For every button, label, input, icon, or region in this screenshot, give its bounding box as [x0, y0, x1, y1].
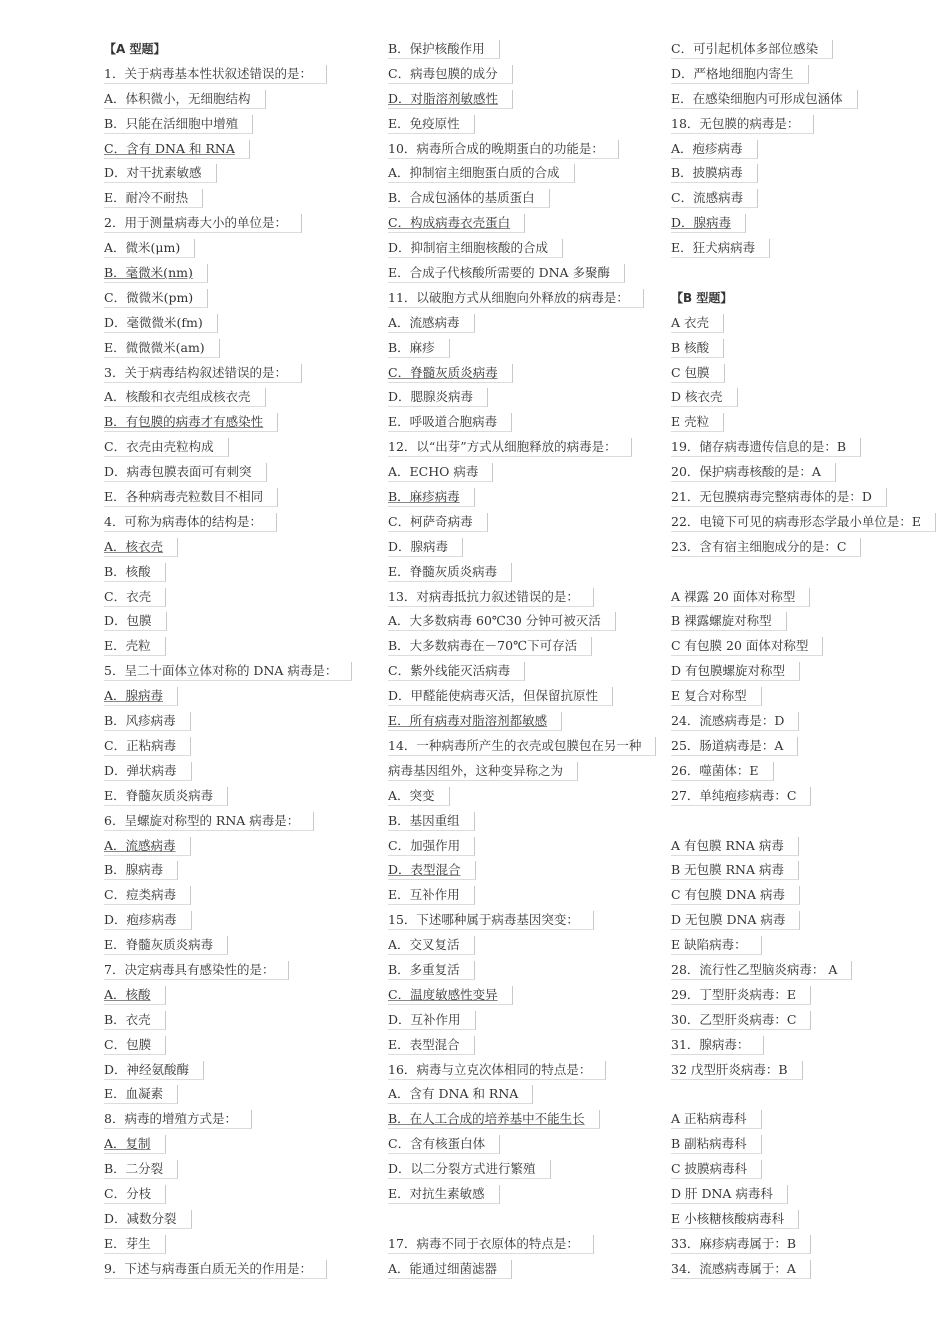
- line-text: A．核酸: [104, 986, 166, 1005]
- question-line: [104, 983, 374, 1008]
- line-text: 30．乙型肝炎病毒：C: [671, 1011, 811, 1030]
- line-text: E．对抗生素敏感: [388, 1185, 500, 1204]
- question-line: [388, 385, 658, 410]
- question-line: [388, 87, 658, 112]
- question-line: [104, 435, 374, 460]
- line-text: E．脊髓灰质炎病毒: [104, 936, 228, 955]
- question-line: [671, 1157, 941, 1182]
- question-line: [671, 585, 941, 610]
- line-text: C．柯萨奇病毒: [388, 513, 488, 532]
- line-text: A．核衣壳: [104, 538, 178, 557]
- question-line: [104, 1107, 374, 1132]
- question-line: [388, 62, 658, 87]
- question-line: [388, 535, 658, 560]
- question-line: [104, 1008, 374, 1033]
- question-line: [671, 784, 941, 809]
- line-text: 23．含有宿主细胞成分的是：C: [671, 538, 861, 557]
- question-line: [388, 560, 658, 585]
- question-line: [671, 510, 941, 535]
- question-line: [104, 535, 374, 560]
- line-text: A．流感病毒: [104, 837, 191, 856]
- column-3: [671, 37, 941, 1282]
- question-line: [104, 286, 374, 311]
- question-line: [388, 311, 658, 336]
- line-text: E．合成子代核酸所需要的 DNA 多聚酶: [388, 264, 625, 283]
- question-line: [388, 435, 658, 460]
- question-line: [671, 1107, 941, 1132]
- line-text: C．衣壳: [104, 588, 166, 607]
- question-line: [104, 834, 374, 859]
- line-text: 14．一种病毒所产生的衣壳或包膜包在另一种: [388, 737, 656, 756]
- line-text: 8．病毒的增殖方式是：: [104, 1110, 252, 1129]
- question-line: [388, 137, 658, 162]
- line-text: B．有包膜的病毒才有感染性: [104, 413, 278, 432]
- question-line: [388, 883, 658, 908]
- question-line: [104, 734, 374, 759]
- question-line: [671, 858, 941, 883]
- question-line: [388, 485, 658, 510]
- line-text: B．二分裂: [104, 1160, 178, 1179]
- question-line: [671, 410, 941, 435]
- line-text: E 缺陷病毒：: [671, 936, 762, 955]
- line-text: 31．腺病毒：: [671, 1036, 764, 1055]
- question-line: [671, 908, 941, 933]
- line-text: B．只能在活细胞中增殖: [104, 115, 253, 134]
- line-text: D．包膜: [104, 612, 167, 631]
- line-text: B．风疹病毒: [104, 712, 191, 731]
- question-line: [388, 609, 658, 634]
- line-text: 19．储存病毒遗传信息的是：B: [671, 438, 861, 457]
- line-text: 26．噬菌体：E: [671, 762, 774, 781]
- question-line: [388, 585, 658, 610]
- question-line: [671, 37, 941, 62]
- question-line: [671, 933, 941, 958]
- question-line: [671, 361, 941, 386]
- question-line: [104, 510, 374, 535]
- question-line: [388, 784, 658, 809]
- line-text: A．核酸和衣壳组成核衣壳: [104, 388, 266, 407]
- question-line: [388, 684, 658, 709]
- question-line: [104, 1207, 374, 1232]
- line-text: B．基因重组: [388, 812, 475, 831]
- line-text: D．病毒包膜表面可有刺突: [104, 463, 267, 482]
- question-line: [388, 1008, 658, 1033]
- question-line: [104, 161, 374, 186]
- question-line: [104, 560, 374, 585]
- line-text: A 衣壳: [671, 314, 724, 333]
- line-text: B．毫微米(nm): [104, 264, 208, 283]
- line-text: E 复合对称型: [671, 687, 762, 706]
- line-text: C．脊髓灰质炎病毒: [388, 364, 513, 383]
- question-line: [671, 1033, 941, 1058]
- question-line: [388, 983, 658, 1008]
- question-line: [104, 659, 374, 684]
- question-line: [671, 186, 941, 211]
- line-text: E．表型混合: [388, 1036, 475, 1055]
- question-line: [104, 1157, 374, 1182]
- line-text: 4．可称为病毒体的结构是：: [104, 513, 277, 532]
- line-text: C．病毒包膜的成分: [388, 65, 513, 84]
- section-heading: [671, 286, 941, 311]
- question-line: [388, 1132, 658, 1157]
- line-text: C．分枝: [104, 1185, 166, 1204]
- section-heading: [104, 37, 374, 62]
- line-text: C 披膜病毒科: [671, 1160, 762, 1179]
- question-line: [104, 137, 374, 162]
- line-text: 25．肠道病毒是：A: [671, 737, 798, 756]
- line-text: 13．对病毒抵抗力叙述错误的是：: [388, 588, 594, 607]
- question-line: [388, 236, 658, 261]
- line-text: E．免疫原性: [388, 115, 475, 134]
- question-line: [671, 1182, 941, 1207]
- line-text: A．能通过细菌滤器: [388, 1260, 512, 1279]
- question-line: [104, 311, 374, 336]
- line-text: C．紫外线能灭活病毒: [388, 662, 525, 681]
- question-line: [671, 1257, 941, 1282]
- line-text: C．含有核蛋白体: [388, 1135, 500, 1154]
- question-line: [671, 709, 941, 734]
- line-text: 16．病毒与立克次体相同的特点是：: [388, 1061, 606, 1080]
- question-line: [104, 858, 374, 883]
- line-text: A．复制: [104, 1135, 166, 1154]
- question-line: [104, 485, 374, 510]
- question-line: [671, 734, 941, 759]
- question-line: [671, 336, 941, 361]
- line-text: A．微米(μm): [104, 239, 195, 258]
- line-text: E 小核糖核酸病毒科: [671, 1210, 799, 1229]
- question-line: [104, 1058, 374, 1083]
- line-text: B．合成包涵体的基质蛋白: [388, 189, 550, 208]
- question-line: [104, 112, 374, 137]
- question-line: [104, 410, 374, 435]
- line-text: B．保护核酸作用: [388, 40, 500, 59]
- line-text: 34．流感病毒属于：A: [671, 1260, 811, 1279]
- line-text: A．抑制宿主细胞蛋白质的合成: [388, 164, 575, 183]
- line-text: B．核酸: [104, 563, 166, 582]
- question-line: [104, 87, 374, 112]
- question-line: [104, 908, 374, 933]
- question-line: [388, 161, 658, 186]
- line-text: B．在人工合成的培养基中不能生长: [388, 1110, 600, 1129]
- line-text: E．互补作用: [388, 886, 475, 905]
- question-line: [671, 983, 941, 1008]
- line-text: B 裸露螺旋对称型: [671, 612, 787, 631]
- question-line: [388, 510, 658, 535]
- question-line: [671, 211, 941, 236]
- line-text: C．微微米(pm): [104, 289, 208, 308]
- line-text: 28．流行性乙型脑炎病毒： A: [671, 961, 852, 980]
- question-line: [671, 137, 941, 162]
- question-line: [388, 336, 658, 361]
- question-line: [104, 958, 374, 983]
- question-line: [104, 236, 374, 261]
- question-line: [388, 1232, 658, 1257]
- line-text: E．脊髓灰质炎病毒: [104, 787, 228, 806]
- question-line: [388, 858, 658, 883]
- line-text: D．神经氨酸酶: [104, 1061, 204, 1080]
- line-text: B 无包膜 RNA 病毒: [671, 861, 799, 880]
- line-text: A．含有 DNA 和 RNA: [388, 1085, 533, 1104]
- line-text: 9．下述与病毒蛋白质无关的作用是：: [104, 1260, 327, 1279]
- question-line: [388, 709, 658, 734]
- question-line: [388, 958, 658, 983]
- line-text: 21．无包膜病毒完整病毒体的是：D: [671, 488, 887, 507]
- line-text: C．流感病毒: [671, 189, 758, 208]
- question-line: [104, 809, 374, 834]
- question-line: [104, 1033, 374, 1058]
- line-text: B．麻疹病毒: [388, 488, 475, 507]
- question-line: [388, 933, 658, 958]
- question-line: [671, 1232, 941, 1257]
- question-line: [671, 435, 941, 460]
- line-text: A 正粘病毒科: [671, 1110, 762, 1129]
- line-text: A．ECHO 病毒: [388, 463, 493, 482]
- line-text: C．痘类病毒: [104, 886, 191, 905]
- question-line: [671, 883, 941, 908]
- question-line: [671, 385, 941, 410]
- line-text: 18．无包膜的病毒是：: [671, 115, 814, 134]
- column-1: [104, 37, 374, 1282]
- line-text: C．含有 DNA 和 RNA: [104, 140, 250, 159]
- question-line: [104, 336, 374, 361]
- line-text: 10．病毒所合成的晚期蛋白的功能是：: [388, 140, 619, 159]
- question-line: [671, 1058, 941, 1083]
- question-line: [104, 361, 374, 386]
- question-line: [388, 659, 658, 684]
- question-line: [671, 112, 941, 137]
- line-text: A．体积微小，无细胞结构: [104, 90, 266, 109]
- line-text: E．耐冷不耐热: [104, 189, 203, 208]
- line-text: D．弹状病毒: [104, 762, 192, 781]
- question-line: [104, 385, 374, 410]
- line-text: E．呼吸道合胞病毒: [388, 413, 512, 432]
- question-line: [388, 1058, 658, 1083]
- line-text: C．加强作用: [388, 837, 475, 856]
- line-text: 1．关于病毒基本性状叙述错误的是：: [104, 65, 327, 84]
- line-text: 7．决定病毒具有感染性的是：: [104, 961, 289, 980]
- line-text: D．对干扰素敏感: [104, 164, 217, 183]
- line-text: 【B 型题】: [671, 290, 733, 305]
- line-text: 【A 型题】: [104, 42, 166, 56]
- line-text: C．可引起机体多部位感染: [671, 40, 833, 59]
- line-text: C 有包膜 DNA 病毒: [671, 886, 800, 905]
- line-text: 5．呈二十面体立体对称的 DNA 病毒是：: [104, 662, 352, 681]
- line-text: 12．以“出芽”方式从细胞释放的病毒是：: [388, 438, 632, 457]
- question-line: [104, 1132, 374, 1157]
- line-text: B．大多数病毒在－70℃下可存活: [388, 637, 592, 656]
- question-line: [388, 460, 658, 485]
- line-text: A．突变: [388, 787, 450, 806]
- line-text: B．披膜病毒: [671, 164, 758, 183]
- line-text: D．抑制宿主细胞核酸的合成: [388, 239, 563, 258]
- question-line: [671, 1008, 941, 1033]
- question-line: [671, 311, 941, 336]
- line-text: D．腮腺炎病毒: [388, 388, 488, 407]
- question-line: [671, 759, 941, 784]
- question-line: [388, 759, 658, 784]
- question-line: [104, 211, 374, 236]
- line-text: A．疱疹病毒: [671, 140, 758, 159]
- line-text: B．衣壳: [104, 1011, 166, 1030]
- line-text: 11．以破胞方式从细胞向外释放的病毒是：: [388, 289, 644, 308]
- question-line: [104, 684, 374, 709]
- line-text: E．血凝素: [104, 1085, 178, 1104]
- question-line: [671, 834, 941, 859]
- line-text: 3．关于病毒结构叙述错误的是：: [104, 364, 302, 383]
- line-text: D．腺病毒: [388, 538, 463, 557]
- line-text: 病毒基因组外，这种变异称之为: [388, 762, 578, 781]
- line-text: B 副粘病毒科: [671, 1135, 762, 1154]
- line-text: C．温度敏感性变异: [388, 986, 513, 1005]
- question-line: [388, 112, 658, 137]
- question-line: [671, 460, 941, 485]
- line-text: D．毫微微米(fm): [104, 314, 218, 333]
- line-text: C．包膜: [104, 1036, 166, 1055]
- question-line: [388, 1107, 658, 1132]
- column-2: [388, 37, 658, 1282]
- line-text: 2．用于测量病毒大小的单位是：: [104, 214, 302, 233]
- line-text: A 裸露 20 面体对称型: [671, 588, 810, 607]
- line-text: D．疱疹病毒: [104, 911, 192, 930]
- line-text: A．流感病毒: [388, 314, 475, 333]
- question-line: [388, 37, 658, 62]
- line-text: D．甲醛能使病毒灭活，但保留抗原性: [388, 687, 613, 706]
- line-text: E．各种病毒壳粒数目不相同: [104, 488, 278, 507]
- line-text: E．在感染细胞内可形成包涵体: [671, 90, 858, 109]
- question-line: [104, 1232, 374, 1257]
- question-line: [671, 958, 941, 983]
- question-line: [671, 634, 941, 659]
- question-line: [671, 684, 941, 709]
- line-text: B．腺病毒: [104, 861, 178, 880]
- line-text: A 有包膜 RNA 病毒: [671, 837, 799, 856]
- line-text: 27．单纯疱疹病毒：C: [671, 787, 811, 806]
- question-line: [671, 161, 941, 186]
- line-text: 22．电镜下可见的病毒形态学最小单位是：E: [671, 513, 936, 532]
- question-line: [388, 734, 658, 759]
- line-text: B．多重复活: [388, 961, 475, 980]
- question-line: [104, 261, 374, 286]
- question-line: [104, 186, 374, 211]
- line-text: C．正粘病毒: [104, 737, 191, 756]
- question-line: [104, 634, 374, 659]
- line-text: A．交叉复活: [388, 936, 475, 955]
- line-text: C 包膜: [671, 364, 725, 383]
- line-text: D 无包膜 DNA 病毒: [671, 911, 800, 930]
- line-text: D．互补作用: [388, 1011, 476, 1030]
- line-text: E．芽生: [104, 1235, 166, 1254]
- question-line: [671, 659, 941, 684]
- blank-line: [671, 560, 941, 585]
- line-text: 33．麻疹病毒属于：B: [671, 1235, 811, 1254]
- line-text: D 肝 DNA 病毒科: [671, 1185, 788, 1204]
- question-line: [104, 585, 374, 610]
- question-line: [388, 908, 658, 933]
- blank-line: [671, 809, 941, 834]
- blank-line: [671, 1082, 941, 1107]
- question-line: [388, 186, 658, 211]
- line-text: D．严格地细胞内寄生: [671, 65, 809, 84]
- question-line: [671, 62, 941, 87]
- question-line: [104, 784, 374, 809]
- question-line: [671, 535, 941, 560]
- question-line: [388, 1082, 658, 1107]
- question-line: [104, 883, 374, 908]
- blank-line: [388, 1207, 658, 1232]
- line-text: E．所有病毒对脂溶剂都敏感: [388, 712, 562, 731]
- question-line: [388, 261, 658, 286]
- question-line: [388, 1157, 658, 1182]
- question-line: [388, 1182, 658, 1207]
- line-text: 6．呈螺旋对称型的 RNA 病毒是：: [104, 812, 314, 831]
- question-line: [104, 609, 374, 634]
- question-line: [388, 361, 658, 386]
- line-text: A．大多数病毒 60℃30 分钟可被灭活: [388, 612, 616, 631]
- line-text: D．对脂溶剂敏感性: [388, 90, 513, 109]
- question-line: [388, 211, 658, 236]
- line-text: E．壳粒: [104, 637, 166, 656]
- question-line: [104, 460, 374, 485]
- line-text: 29．丁型肝炎病毒：E: [671, 986, 811, 1005]
- question-line: [104, 1257, 374, 1282]
- line-text: D 核衣壳: [671, 388, 738, 407]
- question-line: [388, 410, 658, 435]
- line-text: C．衣壳由壳粒构成: [104, 438, 229, 457]
- line-text: D 有包膜螺旋对称型: [671, 662, 800, 681]
- question-line: [388, 634, 658, 659]
- line-text: C．构成病毒衣壳蛋白: [388, 214, 525, 233]
- question-line: [104, 1182, 374, 1207]
- question-line: [104, 759, 374, 784]
- question-line: [388, 1033, 658, 1058]
- line-text: 20．保护病毒核酸的是：A: [671, 463, 836, 482]
- line-text: B．麻疹: [388, 339, 450, 358]
- line-text: 32 戊型肝炎病毒：B: [671, 1061, 803, 1080]
- question-line: [388, 809, 658, 834]
- line-text: E 壳粒: [671, 413, 724, 432]
- question-line: [104, 933, 374, 958]
- question-line: [671, 87, 941, 112]
- line-text: D．减数分裂: [104, 1210, 192, 1229]
- question-line: [671, 609, 941, 634]
- question-line: [388, 286, 658, 311]
- line-text: C 有包膜 20 面体对称型: [671, 637, 823, 656]
- question-line: [671, 236, 941, 261]
- question-line: [671, 1207, 941, 1232]
- question-line: [388, 834, 658, 859]
- line-text: E．微微微米(am): [104, 339, 220, 358]
- line-text: 15．下述哪种属于病毒基因突变：: [388, 911, 594, 930]
- blank-line: [671, 261, 941, 286]
- question-line: [671, 485, 941, 510]
- line-text: E．狂犬病病毒: [671, 239, 770, 258]
- question-line: [671, 1132, 941, 1157]
- line-text: D．腺病毒: [671, 214, 746, 233]
- question-line: [104, 1082, 374, 1107]
- line-text: D．以二分裂方式进行繁殖: [388, 1160, 551, 1179]
- question-line: [388, 1257, 658, 1282]
- line-text: D．表型混合: [388, 861, 476, 880]
- question-line: [104, 709, 374, 734]
- question-line: [104, 62, 374, 87]
- line-text: 17．病毒不同于衣原体的特点是：: [388, 1235, 594, 1254]
- line-text: E．脊髓灰质炎病毒: [388, 563, 512, 582]
- line-text: 24．流感病毒是：D: [671, 712, 799, 731]
- line-text: A．腺病毒: [104, 687, 178, 706]
- line-text: B 核酸: [671, 339, 724, 358]
